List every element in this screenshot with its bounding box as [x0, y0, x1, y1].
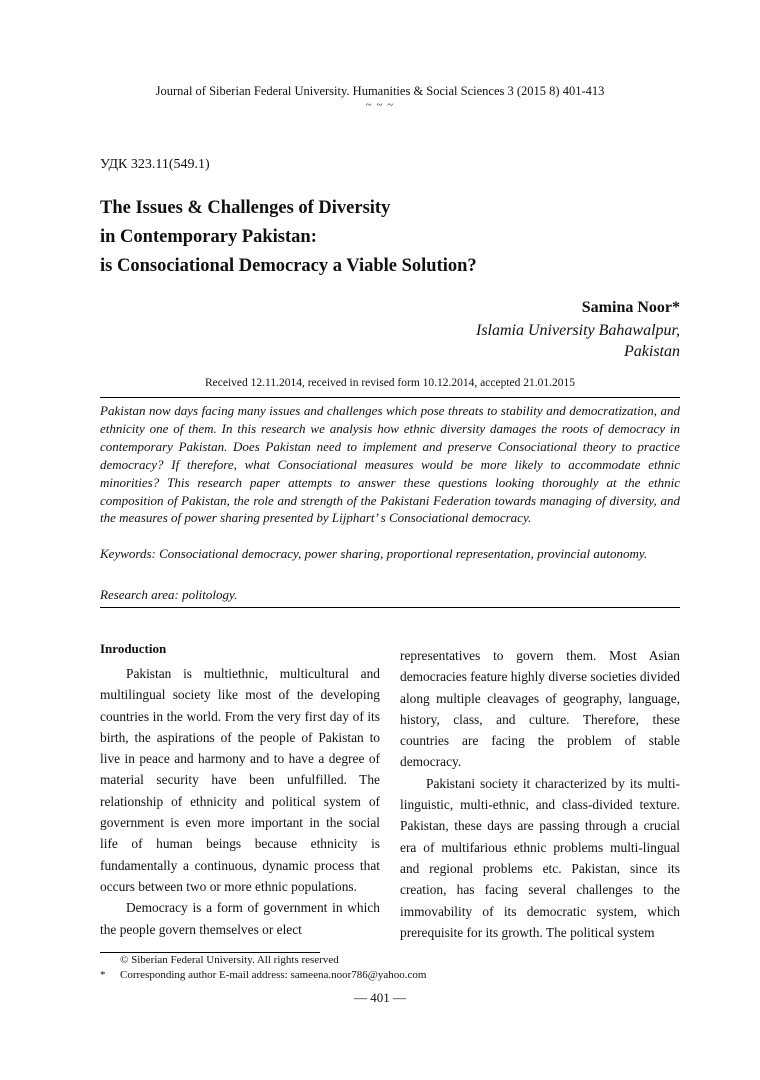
body-column-left: [100, 640, 380, 940]
page-number: — 401 —: [354, 990, 406, 1005]
section-title: Inroduction: [100, 641, 167, 656]
footnote: [100, 968, 680, 983]
received-dates: Received 12.11.2014, received in revised form 10.12.2014, accepted 21.01.2015: [204, 377, 576, 389]
author-block: [280, 296, 680, 362]
footnote-text: © Siberian Federal University. All rights reserved: [120, 954, 339, 966]
body-paragraph: Pakistani society it characterized by its multi-linguistic, multi-ethnic, and class-divided texture. Pakistan, these days are passing through a crucial era of multifarious ethnic problems multi-lingual and regional problems etc. Pakistan, since its creation, has facing several challenges to the immovability of its democratic system, which prerequisite for its growth. The political system: [400, 775, 680, 940]
body-column-right: [400, 645, 680, 943]
author-affiliation-line: Islamia University Bahawalpur,: [476, 322, 680, 339]
author-name: Samina Noor*: [581, 299, 680, 316]
title-line: is Consociational Democracy a Viable Solution?: [100, 256, 477, 276]
footnote-mark: [100, 953, 120, 968]
title-line: The Issues & Challenges of Diversity: [100, 198, 391, 218]
article-title: [100, 194, 680, 281]
footnote: [100, 953, 680, 968]
footnote-mark: *: [100, 969, 106, 981]
body-paragraph: Democracy is a form of government in which the people govern themselves or elect: [100, 900, 380, 937]
header-separator: ~ ~ ~: [365, 99, 395, 111]
body-paragraph: representatives to govern them. Most Asian democracies feature highly diverse societies divided along multiple cleavages of geography, language, history, class, and culture. Therefore, these countries are facing the problem of stable democracy.: [400, 648, 680, 770]
abstract-top-rule: [100, 397, 680, 398]
footnote-text: Corresponding author E-mail address: sameena.noor786@yahoo.com: [120, 969, 427, 981]
footnotes: [100, 953, 680, 983]
abstract-bottom-rule: [100, 607, 680, 608]
title-line: in Contemporary Pakistan:: [100, 227, 317, 247]
journal-header: Journal of Siberian Federal University. Humanities & Social Sciences 3 (2015 8) 401-413: [155, 84, 605, 98]
keywords: Keywords: Consociational democracy, power sharing, proportional representation, provincial autonomy.: [100, 546, 648, 561]
abstract: Pakistan now days facing many issues and challenges which pose threats to stability and democratization, and ethnicity one of them. In this research we analysis how ethnic diversity damages the roots of democracy in contemporary Pakistan. Does Pakistan need to implement and preserve Consociational theory to practice democracy? If therefore, what Consociational measures would be more likely to accommodate ethnic minorities? This research paper attempts to answer these questions looking thoroughly at the ethnic composition of Pakistan, the role and strength of the Pakistani Federation towards managing of diversity, and the measures of power sharing presented by Lijphart’ s Consociational democracy.: [100, 403, 680, 526]
author-affiliation-line: Pakistan: [624, 343, 680, 360]
udk-code: УДК 323.11(549.1): [100, 157, 210, 172]
research-area: Research area: politology.: [100, 587, 238, 602]
body-paragraph: Pakistan is multiethnic, multicultural and multilingual society like most of the developing countries in the world. From the very first day of its birth, the aspirations of the people of Pakistan to live in peace and harmony and to have a degree of material security have been unfulfilled. The relationship of ethnicity and political system of government is even more important in the social life of human beings because ethnicity is fundamentally a continuous, dynamic process that occurs between two or more ethnic populations.: [100, 666, 380, 894]
